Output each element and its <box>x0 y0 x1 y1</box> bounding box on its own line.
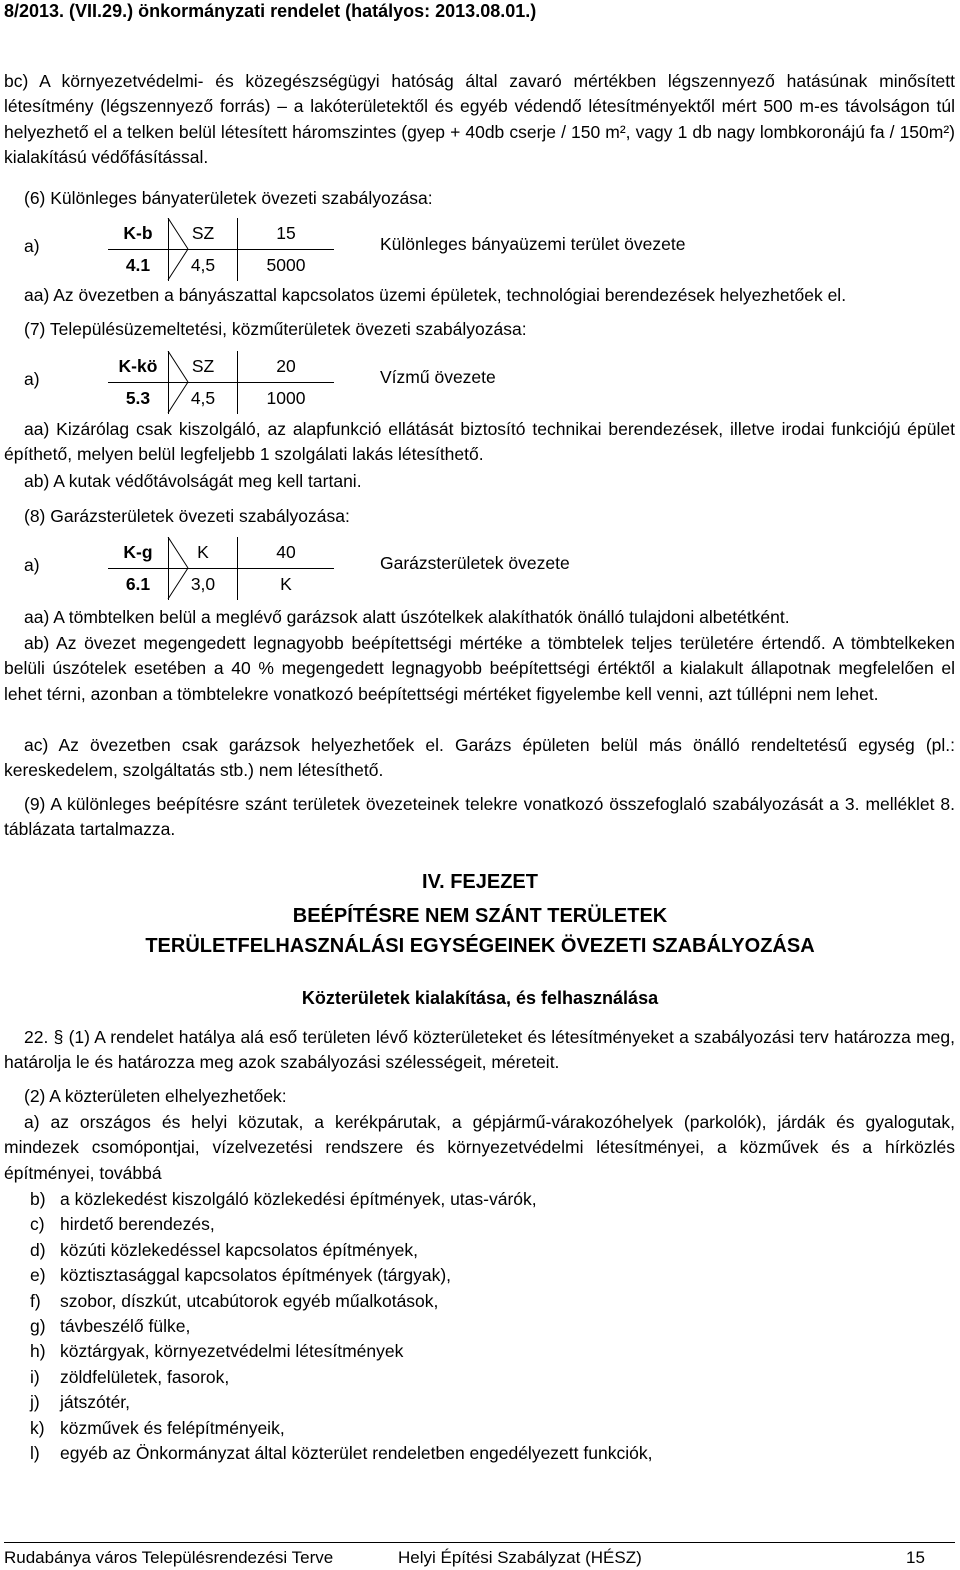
list-item <box>30 1238 652 1263</box>
list-item <box>30 1314 652 1339</box>
zone-cell: 15 <box>238 218 335 250</box>
zone-code-top: K-kö <box>108 351 169 383</box>
zone-code-diagonal <box>108 218 308 282</box>
zone-cell: 5000 <box>238 250 335 282</box>
list-item <box>30 1187 652 1212</box>
zone-cell: 3,0 <box>169 569 238 601</box>
zone-code-table-k-ko <box>24 351 496 414</box>
zone-code-top: K-g <box>108 537 169 569</box>
list-item-label: b) <box>30 1189 46 1209</box>
list-item-label: l) <box>30 1442 40 1463</box>
zone-cell: 40 <box>238 537 335 569</box>
list-item <box>30 1365 652 1390</box>
list-item-text: köztárgyak, környezetvédelmi létesítmények <box>60 1341 404 1362</box>
list-item-label: j) <box>30 1392 40 1413</box>
list-item-text: közművek és felépítményeik, <box>60 1417 285 1438</box>
list-item-label: k) <box>30 1417 45 1438</box>
list-item-text: játszótér, <box>60 1392 131 1413</box>
zone-item-label: a) <box>24 555 40 575</box>
paragraph-bc: bc) A környezetvédelmi- és közegészségügyi hatóság által zavaró mértékben légszennyező hatásúnak minősített létesítmény (légszennyező forrás) – a lakóterületektől és egyéb védendő létesítményektől mért 500 m-es távolságon túl helyezhető el a telken belül létesített háromszintes (gyep + 40db cserje / 150 m², vagy 1 db nagy lombkoronájú fa / 150m²) kialakítású védőfásítással. <box>4 71 955 168</box>
list-item <box>30 1289 652 1314</box>
list-item-text: zöldfelületek, fasorok, <box>60 1366 230 1387</box>
paragraph-7: (7) Településüzemeltetési, közműterületek övezeti szabályozása: <box>24 319 527 339</box>
zone-code-diagonal <box>108 351 308 415</box>
zone-description: Garázsterületek övezete <box>380 553 570 573</box>
list-item <box>30 1441 652 1466</box>
paragraph-8-aa: aa) A tömbtelken belül a meglévő garázsok alatt úszótelkek alakíthatók önálló tulajdoni albetétként. <box>24 607 790 627</box>
zone-cell: 4,5 <box>169 250 238 282</box>
list-item-text: távbeszélő fülke, <box>60 1315 191 1336</box>
zone-description: Különleges bányaüzemi terület övezete <box>380 234 686 254</box>
zone-cell: 4,5 <box>169 383 238 415</box>
list-item <box>30 1212 652 1237</box>
footer-regulation-title: Helyi Építési Szabályzat (HÉSZ) <box>398 1548 642 1567</box>
list-item-label: h) <box>30 1341 46 1362</box>
zone-cell: K <box>169 537 238 569</box>
list-item <box>30 1390 652 1415</box>
public-space-items-list <box>30 1187 652 1466</box>
list-item-text: szobor, díszkút, utcabútorok egyéb műalkotások, <box>60 1290 439 1311</box>
paragraph-22-1: 22. § (1) A rendelet hatálya alá eső területen lévő közterületeket és létesítményeket a szabályozási terv határozza meg, határolja le és határozza meg azok szabályozási szélességeit, méreteit. <box>4 1027 955 1073</box>
paragraph-8-ac: ac) Az övezetben csak garázsok helyezhetőek el. Garázs épületen belül más önálló rendeltetésű egység (pl.: kereskedelem, szolgáltatás stb.) nem létesíthető. <box>4 735 955 781</box>
zone-cell: 20 <box>238 351 335 383</box>
zone-code-bottom: 5.3 <box>125 387 151 408</box>
footer-divider <box>4 1542 955 1543</box>
paragraph-7-ab: ab) A kutak védőtávolságát meg kell tartani. <box>24 471 362 491</box>
zone-code-table-k-b <box>24 218 686 281</box>
paragraph-22-2: (2) A közterületen elhelyezhetőek: <box>24 1086 287 1106</box>
list-item-label: e) <box>30 1265 46 1286</box>
zone-cell: K <box>238 569 335 601</box>
list-item-label: d) <box>30 1239 46 1260</box>
list-item <box>30 1263 652 1288</box>
list-item-text: hirdető berendezés, <box>60 1214 215 1235</box>
zone-code-diagonal <box>108 537 308 601</box>
paragraph-6-aa: aa) Az övezetben a bányászattal kapcsolatos üzemi épületek, technológiai berendezések helyezhetőek el. <box>24 285 847 305</box>
paragraph-9: (9) A különleges beépítésre szánt területek övezeteinek telekre vonatkozó összefoglaló szabályozását a 3. melléklet 8. táblázata tartalmazza. <box>4 794 955 840</box>
list-item-label: i) <box>30 1366 40 1387</box>
footer-document-title: Rudabánya város Településrendezési Terve <box>4 1548 334 1567</box>
chapter-title-line-1: BEÉPÍTÉSRE NEM SZÁNT TERÜLETEK <box>292 905 668 927</box>
zone-item-label: a) <box>24 236 40 256</box>
list-item-label: f) <box>30 1290 41 1311</box>
footer-page-number: 15 <box>906 1548 925 1567</box>
list-item-text: köztisztasággal kapcsolatos építmények (tárgyak), <box>60 1265 452 1286</box>
list-item <box>30 1416 652 1441</box>
zone-code-bottom: 6.1 <box>125 573 151 594</box>
zone-cell: SZ <box>169 218 238 250</box>
zone-item-label: a) <box>24 369 40 389</box>
list-item <box>30 1339 652 1364</box>
list-item-label: c) <box>30 1214 45 1235</box>
list-item-text: egyéb az Önkormányzat által közterület rendeletben engedélyezett funkciók, <box>60 1442 653 1463</box>
zone-cell: 1000 <box>238 383 335 415</box>
list-item-text: közúti közlekedéssel kapcsolatos építmények, <box>60 1239 418 1260</box>
zone-code-bottom: 4.1 <box>125 254 151 275</box>
chapter-number: IV. FEJEZET <box>422 871 538 893</box>
document-header-title: 8/2013. (VII.29.) önkormányzati rendelet (hatályos: 2013.08.01.) <box>4 1 537 21</box>
zone-description: Vízmű övezete <box>380 367 496 387</box>
chapter-title-line-2: TERÜLETFELHASZNÁLÁSI EGYSÉGEINEK ÖVEZETI SZABÁLYOZÁSA <box>145 935 815 957</box>
zone-cell: SZ <box>169 351 238 383</box>
zone-code-table-k-g <box>24 537 570 600</box>
list-item-label: g) <box>30 1315 46 1336</box>
paragraph-8-ab: ab) Az övezet megengedett legnagyobb beépítettségi mértéke a tömbtelek teljes területére értendő. A tömbtelkeken belüli úszótelek esetében a 40 % megengedett legnagyobb beépítettségi értéktől a kialakult állapotnak megfelelően el lehet térni, azonban a tömbtelekre vonatkozó beépítettségi mértéket figyelembe kell venni, azt túllépni nem lehet. <box>4 633 955 704</box>
section-title: Közterületek kialakítása, és felhasználása <box>301 988 659 1008</box>
paragraph-22-2-a: a) az országos és helyi közutak, a kerékpárutak, a gépjármű-várakozóhelyek (parkolók), járdák és gyalogutak, mindezek csomópontjai, vízelvezetési rendszere és környezetvédelmi létesítményei, a közművek és a hírközlés építményei, továbbá <box>4 1112 955 1183</box>
list-item-text: a közlekedést kiszolgáló közlekedési építmények, utas-várók, <box>60 1189 537 1209</box>
paragraph-8: (8) Garázsterületek övezeti szabályozása: <box>24 506 350 526</box>
paragraph-7-aa: aa) Kizárólag csak kiszolgáló, az alapfunkció ellátását biztosító technikai berendezések, illetve irodai funkciójú épület építhető, melyen belül legfeljebb 1 szolgálati lakás létesíthető. <box>4 419 955 465</box>
paragraph-6: (6) Különleges bányaterületek övezeti szabályozása: <box>24 188 433 208</box>
zone-code-top: K-b <box>108 218 169 250</box>
